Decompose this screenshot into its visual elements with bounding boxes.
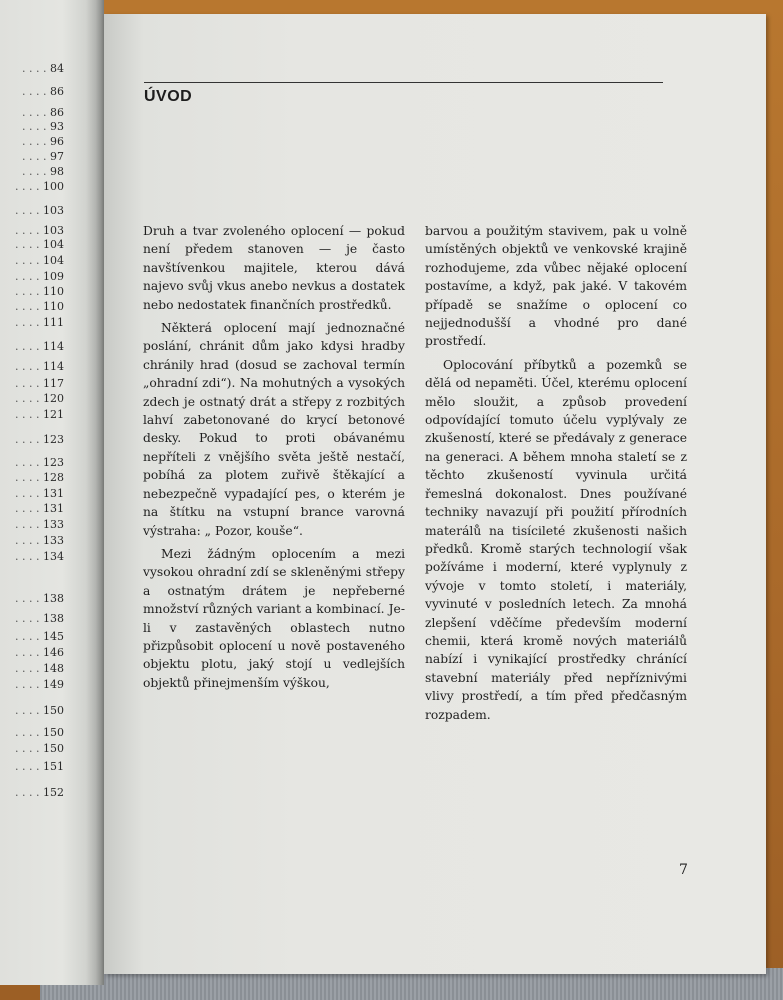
toc-leader-dots: . . . . (15, 786, 43, 799)
toc-page-number: 150 (43, 704, 64, 717)
toc-entry (15, 534, 64, 547)
toc-entry (15, 340, 64, 353)
toc-leader-dots: . . . . (22, 150, 50, 163)
toc-entry (15, 204, 64, 217)
toc-entry (15, 518, 64, 531)
toc-leader-dots: . . . . (15, 408, 43, 421)
paragraph: Oplocování příbytků a pozemků se dělá od nepaměti. Účel, kterému oplocení mělo sloužit, a způsob provedení odpovídající tomuto účelu vyplývaly ze zkušeností, které se předávaly z generace na generaci. A během mnoha staletí se z těchto zkušeností vyvinula určitá řemeslná dokonalost. Dnes používané techniky navazují při použití přírodních materálů na tisícileté zkušenosti našich předků. Kromě starých technologií však požíváme i moderní, které vyplynuly z vývoje v tomto století, i materiály, vyvinuté v posledních letech. Za mnohá zlepšení vděčíme především moderní chemii, která kromě nových materiálů nabízí i vynikající prostředky chránící stavební materiály před nepříznivými vlivy prostředí, a tím před předčasným rozpadem. (425, 357, 687, 722)
toc-entry (15, 270, 64, 283)
toc-leader-dots: . . . . (15, 646, 43, 659)
toc-leader-dots: . . . . (15, 377, 43, 390)
toc-page-number: 150 (43, 742, 64, 755)
toc-entry (15, 300, 64, 313)
toc-leader-dots: . . . . (15, 518, 43, 531)
toc-page-number: 97 (50, 150, 64, 163)
toc-page-number: 138 (43, 612, 64, 625)
toc-page-number: 120 (43, 392, 64, 405)
toc-entry (15, 550, 64, 563)
toc-entry (15, 726, 64, 739)
toc-entry (15, 646, 64, 659)
toc-page-number: 110 (43, 300, 64, 313)
toc-page-number: 103 (43, 204, 64, 217)
toc-page-number: 152 (43, 786, 64, 799)
page-number: 7 (679, 862, 688, 878)
toc-page-number: 123 (43, 433, 64, 446)
toc-entry (15, 392, 64, 405)
toc-page-number: 103 (43, 224, 64, 237)
toc-leader-dots: . . . . (15, 471, 43, 484)
toc-entry (15, 360, 64, 373)
toc-entry (15, 662, 64, 675)
toc-entry (15, 180, 64, 193)
toc-leader-dots: . . . . (15, 254, 43, 267)
toc-entry (15, 760, 64, 773)
toc-entry (22, 106, 64, 119)
paragraph: Některá oplocení mají jednoznačné poslání, chránit dům jako kdysi hradby chránily hrad (dosud se zachoval termín „ohradní zdi“). Na mohutných a vysokých zdech je ostnatý drát a střepy z rozbitých lahví zabetonované do krycí betonové desky. Pokud to proti obávanému nepříteli z vnějšího světa ještě nestačí, pobíhá za plotem zuřivě štěkající a nebezpečně vypadající pes, o kterém je na štítku na vstupní brance varovná výstraha: „ Pozor, kouše“. (143, 321, 405, 538)
toc-entry (15, 630, 64, 643)
toc-leader-dots: . . . . (15, 392, 43, 405)
toc-page-number: 133 (43, 518, 64, 531)
toc-page-number: 133 (43, 534, 64, 547)
toc-page-number: 98 (50, 165, 64, 178)
toc-page-number: 151 (43, 760, 64, 773)
toc-leader-dots: . . . . (15, 662, 43, 675)
toc-entry (15, 254, 64, 267)
toc-page-number: 114 (43, 340, 64, 353)
toc-page-number: 149 (43, 678, 64, 691)
toc-leader-dots: . . . . (15, 180, 43, 193)
toc-leader-dots: . . . . (15, 285, 43, 298)
toc-entry (22, 120, 64, 133)
toc-page-number: 114 (43, 360, 64, 373)
toc-page-number: 104 (43, 238, 64, 251)
toc-leader-dots: . . . . (15, 224, 43, 237)
toc-leader-dots: . . . . (15, 316, 43, 329)
toc-leader-dots: . . . . (15, 340, 43, 353)
toc-entry (22, 85, 64, 98)
toc-entry (15, 592, 64, 605)
toc-leader-dots: . . . . (22, 165, 50, 178)
toc-page-number: 86 (50, 106, 64, 119)
toc-leader-dots: . . . . (15, 456, 43, 469)
toc-leader-dots: . . . . (15, 704, 43, 717)
toc-leader-dots: . . . . (15, 630, 43, 643)
toc-leader-dots: . . . . (15, 360, 43, 373)
left-page (0, 0, 104, 985)
toc-page-number: 128 (43, 471, 64, 484)
text-column-right (425, 222, 687, 724)
toc-page-number: 96 (50, 135, 64, 148)
toc-leader-dots: . . . . (22, 85, 50, 98)
chapter-rule (144, 82, 663, 83)
toc-page-number: 146 (43, 646, 64, 659)
toc-entry (15, 502, 64, 515)
paragraph: barvou a použitým stavivem, pak u volně umístěných objektů ve venkovské krajině rozhodujeme, zda vůbec nějaké oplocení postavíme, a když, pak jaké. V takovém případě se snažíme o oplocení co nejjednodušší a vhodné pro dané prostředí. (425, 224, 687, 349)
toc-leader-dots: . . . . (22, 120, 50, 133)
book-gutter-shadow (86, 0, 104, 985)
toc-leader-dots: . . . . (15, 760, 43, 773)
toc-page-number: 86 (50, 85, 64, 98)
toc-entry (15, 224, 64, 237)
toc-entry (15, 471, 64, 484)
toc-leader-dots: . . . . (15, 550, 43, 563)
toc-leader-dots: . . . . (15, 238, 43, 251)
toc-leader-dots: . . . . (15, 270, 43, 283)
toc-entry (15, 786, 64, 799)
toc-page-number: 117 (43, 377, 64, 390)
toc-leader-dots: . . . . (22, 106, 50, 119)
toc-entry (15, 456, 64, 469)
toc-page-number: 121 (43, 408, 64, 421)
toc-page-number: 111 (43, 316, 64, 329)
paragraph: Druh a tvar zvoleného oplocení — pokud není předem stanoven — je často navštívenkou majitele, kterou dává najevo svůj vkus anebo nevkus a dostatek nebo nedostatek finančních prostředků. (143, 224, 405, 312)
toc-entry (15, 742, 64, 755)
toc-entry (15, 408, 64, 421)
toc-leader-dots: . . . . (22, 62, 50, 75)
toc-leader-dots: . . . . (15, 204, 43, 217)
toc-entry (22, 150, 64, 163)
toc-entry (15, 433, 64, 446)
toc-entry (15, 678, 64, 691)
text-column-left (143, 222, 405, 692)
toc-page-number: 123 (43, 456, 64, 469)
toc-page-number: 134 (43, 550, 64, 563)
toc-entry (15, 487, 64, 500)
toc-entry (22, 165, 64, 178)
toc-page-number: 138 (43, 592, 64, 605)
toc-entry (22, 135, 64, 148)
toc-page-number: 131 (43, 487, 64, 500)
toc-leader-dots: . . . . (15, 487, 43, 500)
toc-page-number: 109 (43, 270, 64, 283)
toc-page-number: 93 (50, 120, 64, 133)
toc-entry (15, 238, 64, 251)
toc-entry (15, 316, 64, 329)
toc-leader-dots: . . . . (15, 742, 43, 755)
toc-leader-dots: . . . . (15, 433, 43, 446)
toc-entry (22, 62, 64, 75)
paragraph: Mezi žádným oplocením a mezi vysokou ohradní zdí se skleněnými střepy a ostnatým drátem je nepřeberné množství různých variant a kombinací. Je-li v zastavěných oblastech nutno přizpůsobit oplocení u nově postaveného objektu plotu, jaký stojí u vedlejších objektů přinejmenším výškou, (143, 546, 405, 690)
toc-page-number: 150 (43, 726, 64, 739)
toc-entry (15, 377, 64, 390)
toc-page-number: 145 (43, 630, 64, 643)
toc-page-number: 100 (43, 180, 64, 193)
toc-entry (15, 285, 64, 298)
toc-page-number: 84 (50, 62, 64, 75)
chapter-title: ÚVOD (144, 88, 193, 105)
toc-leader-dots: . . . . (22, 135, 50, 148)
toc-leader-dots: . . . . (15, 678, 43, 691)
toc-leader-dots: . . . . (15, 300, 43, 313)
toc-leader-dots: . . . . (15, 612, 43, 625)
toc-entry (15, 704, 64, 717)
toc-leader-dots: . . . . (15, 502, 43, 515)
right-page (104, 14, 766, 974)
toc-leader-dots: . . . . (15, 592, 43, 605)
toc-leader-dots: . . . . (15, 534, 43, 547)
toc-page-number: 148 (43, 662, 64, 675)
toc-leader-dots: . . . . (15, 726, 43, 739)
toc-page-number: 110 (43, 285, 64, 298)
toc-page-number: 104 (43, 254, 64, 267)
toc-entry (15, 612, 64, 625)
toc-page-number: 131 (43, 502, 64, 515)
